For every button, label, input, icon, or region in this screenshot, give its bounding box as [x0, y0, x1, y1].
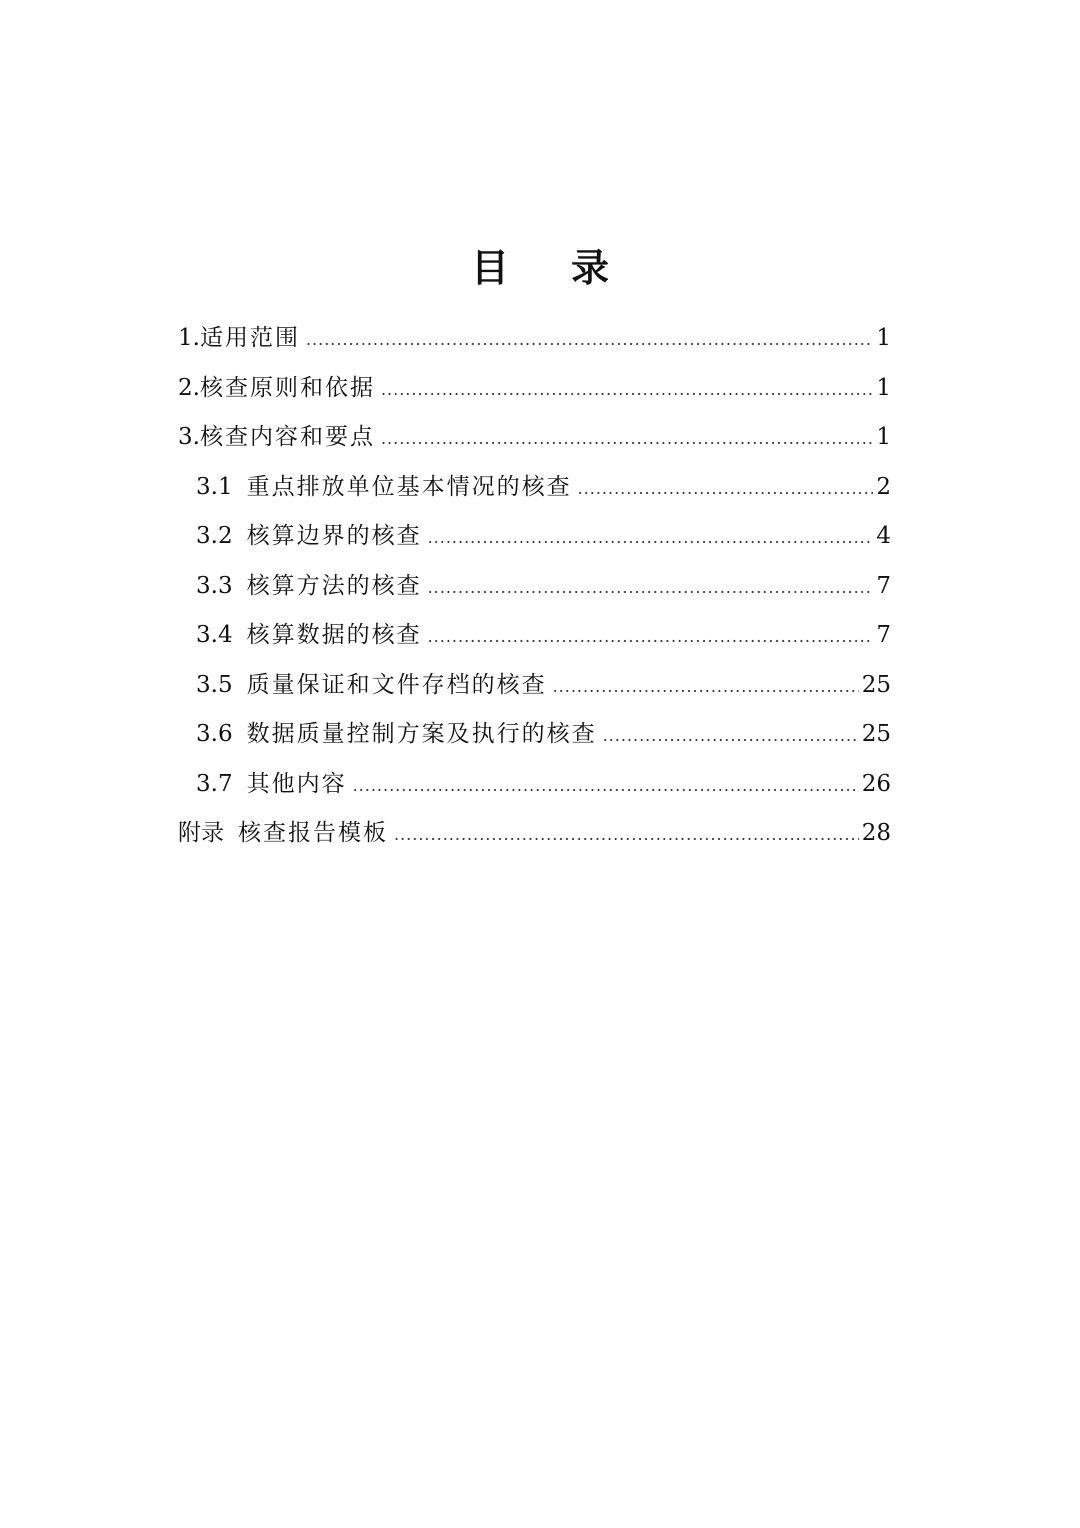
toc-entry-page: 2	[876, 473, 891, 500]
toc-dot-leader	[603, 716, 859, 756]
toc-entry-number: 3.6	[196, 721, 233, 747]
toc-subentry[interactable]	[178, 764, 891, 814]
toc-subentry[interactable]	[178, 665, 891, 715]
toc-entry-number: 3.2	[196, 523, 233, 549]
toc-entry-page: 1	[876, 325, 891, 351]
toc-entry-appendix[interactable]	[178, 813, 891, 863]
table-of-contents	[178, 318, 891, 863]
toc-entry[interactable]	[178, 417, 891, 467]
toc-dot-leader	[306, 320, 873, 360]
toc-dot-leader	[428, 617, 874, 657]
toc-dot-leader	[353, 766, 859, 806]
toc-subentry[interactable]	[178, 566, 891, 616]
toc-entry-title: 核查报告模板	[238, 820, 388, 846]
toc-dot-leader	[578, 469, 874, 509]
toc-entry-number: 3.5	[196, 671, 233, 698]
toc-dot-leader	[381, 370, 873, 410]
toc-entry-title: 核算边界的核查	[246, 523, 422, 549]
toc-dot-leader	[381, 419, 873, 459]
toc-entry-number: 附录	[178, 820, 224, 846]
toc-entry-title: 数据质量控制方案及执行的核查	[246, 721, 597, 747]
toc-entry-page: 28	[861, 820, 891, 846]
toc-subentry[interactable]	[178, 714, 891, 764]
toc-entry-number: 2.	[178, 374, 200, 401]
toc-entry-page: 25	[861, 721, 891, 747]
toc-subentry[interactable]	[178, 615, 891, 665]
toc-entry-page: 26	[861, 770, 891, 797]
toc-entry-page: 4	[876, 523, 891, 549]
toc-entry-number: 3.7	[196, 770, 233, 797]
toc-entry-title: 核算方法的核查	[246, 572, 422, 599]
toc-subentry[interactable]	[178, 467, 891, 517]
toc-entry-title: 核查原则和依据	[199, 374, 375, 401]
toc-entry-number: 1.	[178, 325, 200, 351]
toc-dot-leader	[394, 815, 859, 855]
toc-entry-page: 7	[876, 572, 891, 599]
toc-entry-page: 1	[876, 374, 891, 401]
toc-entry-title: 重点排放单位基本情况的核查	[246, 473, 572, 500]
toc-entry-page: 1	[876, 424, 891, 450]
toc-title-char: 录	[571, 246, 610, 291]
toc-title-char: 目	[470, 246, 509, 291]
toc-entry[interactable]	[178, 318, 891, 368]
toc-entry-page: 25	[861, 671, 891, 698]
toc-entry-title: 核查内容和要点	[199, 424, 375, 450]
toc-dot-leader	[428, 518, 874, 558]
toc-entry-number: 3.	[178, 424, 200, 450]
toc-entry-number: 3.3	[196, 572, 233, 599]
toc-dot-leader	[553, 667, 859, 707]
toc-entry-page: 7	[876, 622, 891, 648]
toc-subentry[interactable]	[178, 516, 891, 566]
toc-entry-number: 3.4	[196, 622, 233, 648]
toc-entry-title: 质量保证和文件存档的核查	[246, 671, 547, 698]
toc-entry-title: 适用范围	[199, 325, 300, 351]
toc-dot-leader	[428, 568, 874, 608]
toc-entry[interactable]	[178, 368, 891, 418]
toc-title	[0, 237, 1080, 292]
toc-entry-number: 3.1	[196, 473, 233, 500]
toc-entry-title: 核算数据的核查	[246, 622, 422, 648]
toc-entry-title: 其他内容	[246, 770, 347, 797]
